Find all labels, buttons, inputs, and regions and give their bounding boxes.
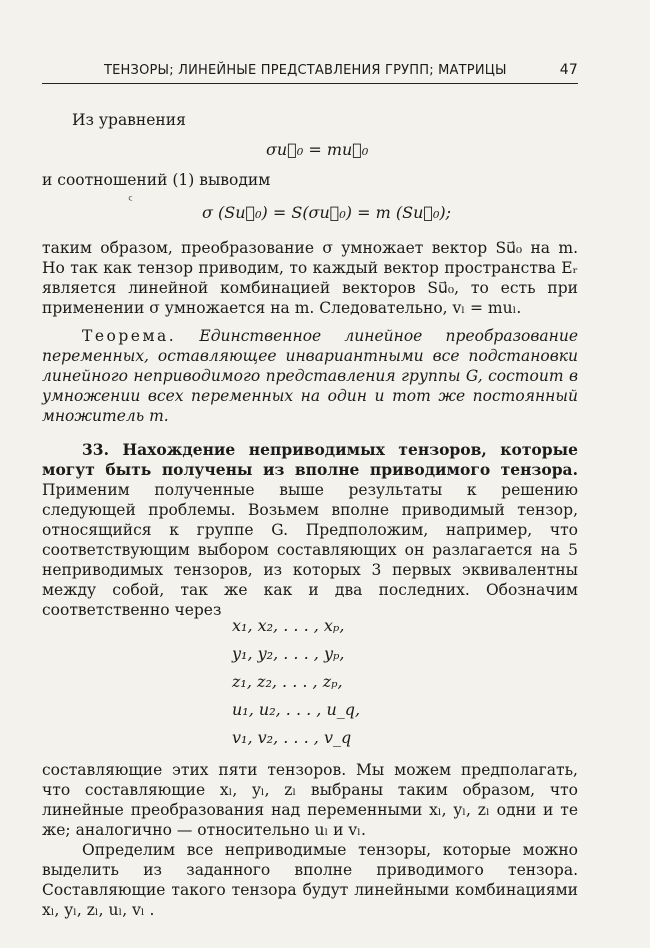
header-rule bbox=[42, 83, 578, 84]
intro-text: Из уравнения bbox=[72, 111, 186, 129]
section-heading: 33. Нахождение неприводимых тензоров, которые могут быть получены из вполне приводимого тензора. bbox=[42, 440, 578, 479]
variables-list bbox=[232, 612, 412, 752]
equation-1: σu⃗₀ = mu⃗₀ bbox=[266, 140, 369, 159]
page-number: 47 bbox=[559, 62, 578, 78]
variable-row: y₁, y₂, . . . , yₚ, bbox=[232, 644, 345, 663]
theorem-text: Единственное линейное преобразование переменных, оставляющее инвариантными все подстановки линейного неприводимого представления группы G, состоит в умножении всех переменных на один и тот же постоянный множитель m. bbox=[42, 327, 578, 425]
equation-2: σ (Su⃗₀) = S(σu⃗₀) = m (Su⃗₀); bbox=[202, 203, 452, 222]
paragraph-1: таким образом, преобразование σ умножает вектор Su⃗₀ на m. Но так как тензор приводим, то каждый вектор пространства Eᵣ является линейной комбинацией векторов Su⃗₀, то есть при применении σ умножается на m. Следовательно, vₗ = muₗ. bbox=[42, 239, 578, 317]
variable-row: x₁, x₂, . . . , xₚ, bbox=[232, 616, 345, 635]
running-header bbox=[42, 62, 578, 78]
theorem-label: Теорема. bbox=[82, 327, 177, 345]
section-33 bbox=[42, 440, 578, 620]
theorem-block bbox=[42, 326, 578, 426]
intro-text-2: и соотношений (1) выводим bbox=[42, 171, 271, 189]
variable-row: z₁, z₂, . . . , zₚ, bbox=[232, 672, 343, 691]
paragraph-3: Определим все неприводимые тензоры, которые можно выделить из заданного вполне приводимого тензора. Составляющие такого тензора будут линейными комбинациями xₗ, yₗ, zₗ, uₗ, vₗ . bbox=[42, 841, 578, 919]
margin-mark: ᑦ bbox=[128, 194, 133, 207]
paragraph-2: составляющие этих пяти тензоров. Мы можем предполагать, что составляющие xₗ, yₗ, zₗ выбраны таким образом, что линейные преобразования над переменными xₗ, yₗ, zₗ одни и те же; аналогично — относительно uₗ и vₗ. bbox=[42, 761, 578, 839]
variable-row: u₁, u₂, . . . , u_q, bbox=[232, 700, 361, 719]
variable-row: v₁, v₂, . . . , v_q bbox=[232, 728, 352, 747]
section-text: Применим полученные выше результаты к решению следующей проблемы. Возьмем вполне приводимый тензор, относящийся к группе G. Предположим, например, что соответствующим выбором составляющих он разлагается на 5 неприводимых тензоров, из которых 3 первых эквивалентны между собой, так же как и два последних. Обозначим соответственно через bbox=[42, 481, 578, 619]
header-title: ТЕНЗОРЫ; ЛИНЕЙНЫЕ ПРЕДСТАВЛЕНИЯ ГРУПП; МАТРИЦЫ bbox=[104, 63, 507, 78]
